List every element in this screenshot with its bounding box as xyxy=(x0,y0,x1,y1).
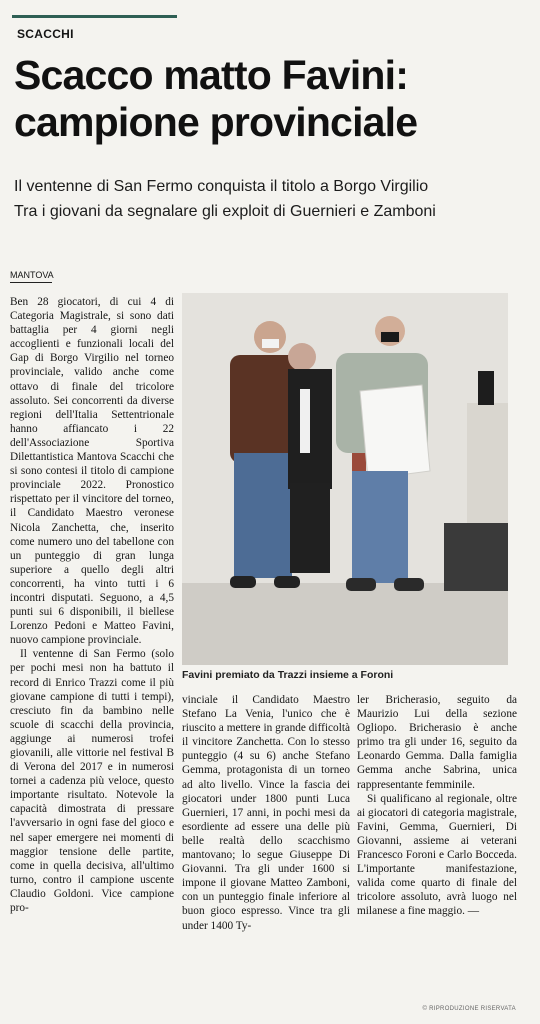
award-ceremony-photo xyxy=(182,293,508,665)
article-photo xyxy=(182,293,508,665)
headline xyxy=(14,52,534,146)
article-paragraph: ler Bricherasio, seguito da Maurizio Lui della sezione Ogliopo. Bricherasio è anche primo tra gli under 16, seguito da Leonardo Gemma. Dalla famiglia Gemma anche Sabrina, unica rappresentante femminile. xyxy=(357,694,517,791)
article-paragraph: Ben 28 giocatori, di cui 4 di Categoria Magistrale, si sono dati battaglia per 4 giorni negli accoglienti e funzionali locali del Gap di Borgo Virgilio nel torneo provinciale, valido anche come ottavo di finale del tricolore assoluto. Sei concorrenti da diverse regioni dell'Italia Settentrionale hanno affiancato i 22 dell'Associazione Sportiva Dilettantistica Mantova Scacchi che si sono contesi il titolo di campione provinciale 2022. Pronostico rispettato per il vincitore del torneo, il Candidato Maestro veronese Nicola Zanchetta, che, inserito come numero uno del tabellone con un punteggio di gran lunga superiore a quello degli altri concorrenti, ha vinto tutti i 6 incontri disputati. Seguono, a 4,5 punti sui 6 disponibili, il biellese Lorenzo Pedoni e Matteo Favini, nuovo campione provinciale. xyxy=(10,296,174,647)
article-paragraph: vinciale il Candidato Maestro Stefano La Venia, l'unico che è riuscito a mettere in grande difficoltà il vincitore Zanchetta. Con lo stesso punteggio (4 su 6) anche Stefano Gemma, protagonista di un torneo ad alto livello. Vince la fascia dei giocatori under 1800 punti Luca Guernieri, 17 anni, in pochi mesi da esordiente ad essere una delle più belle realtà dello scacchismo mantovano; lo segue Giuseppe Di Giovanni. Tra gli under 1600 si impone il giovane Matteo Zamboni, con un punteggio finale inferiore al buon gioco espresso. Vince tra gli under 1400 Ty- xyxy=(182,694,350,932)
headline-line-2: campione provinciale xyxy=(14,99,418,145)
article-column-1 xyxy=(10,295,174,985)
headline-line-1: Scacco matto Favini: xyxy=(14,52,409,98)
article-column-2 xyxy=(182,693,350,985)
section-rule xyxy=(12,15,177,18)
photo-caption: Favini premiato da Trazzi insieme a Foroni xyxy=(182,669,394,681)
subheadline-line-2: Tra i giovani da segnalare gli exploit di Guernieri e Zamboni xyxy=(14,203,436,220)
article-paragraph: Si qualificano al regionale, oltre ai giocatori di categoria magistrale, Favini, Gemma, Guernieri, Di Giovanni, assieme ai veterani Francesco Foroni e Carlo Bocceda. L'importante manifestazione, valida come quarto di finale del tricolore assoluto, avrà luogo nel milanese a fine maggio. — xyxy=(357,792,517,918)
subheadline xyxy=(14,174,534,224)
subheadline-line-1: Il ventenne di San Fermo conquista il titolo a Borgo Virgilio xyxy=(14,178,429,195)
article-column-3 xyxy=(357,693,517,985)
copyright-notice: © RIPRODUZIONE RISERVATA xyxy=(422,1006,516,1012)
article-paragraph: Il ventenne di San Fermo (solo per pochi mesi non ha battuto il record di Enrico Trazzi come il più giovane campione di tutti i tempi), cresciuto fin da bambino nelle scuole di scacchi della provincia, aggiunge ai numerosi trofei giovanili, alle vittorie nel festival B di Verona del 2017 e in numerosi tornei a cadenza più veloce, questo importante risultato. Notevole la capacità dimostrata di pressare l'avversario in ogni fase del gioco e nel saper emergere nei momenti di maggior tensione delle partite, come in quella decisiva, all'ultimo turno, contro il campione uscente Claudio Goldoni. Vice campione pro- xyxy=(10,648,174,915)
section-label: SCACCHI xyxy=(17,27,74,41)
dateline: MANTOVA xyxy=(10,270,52,283)
